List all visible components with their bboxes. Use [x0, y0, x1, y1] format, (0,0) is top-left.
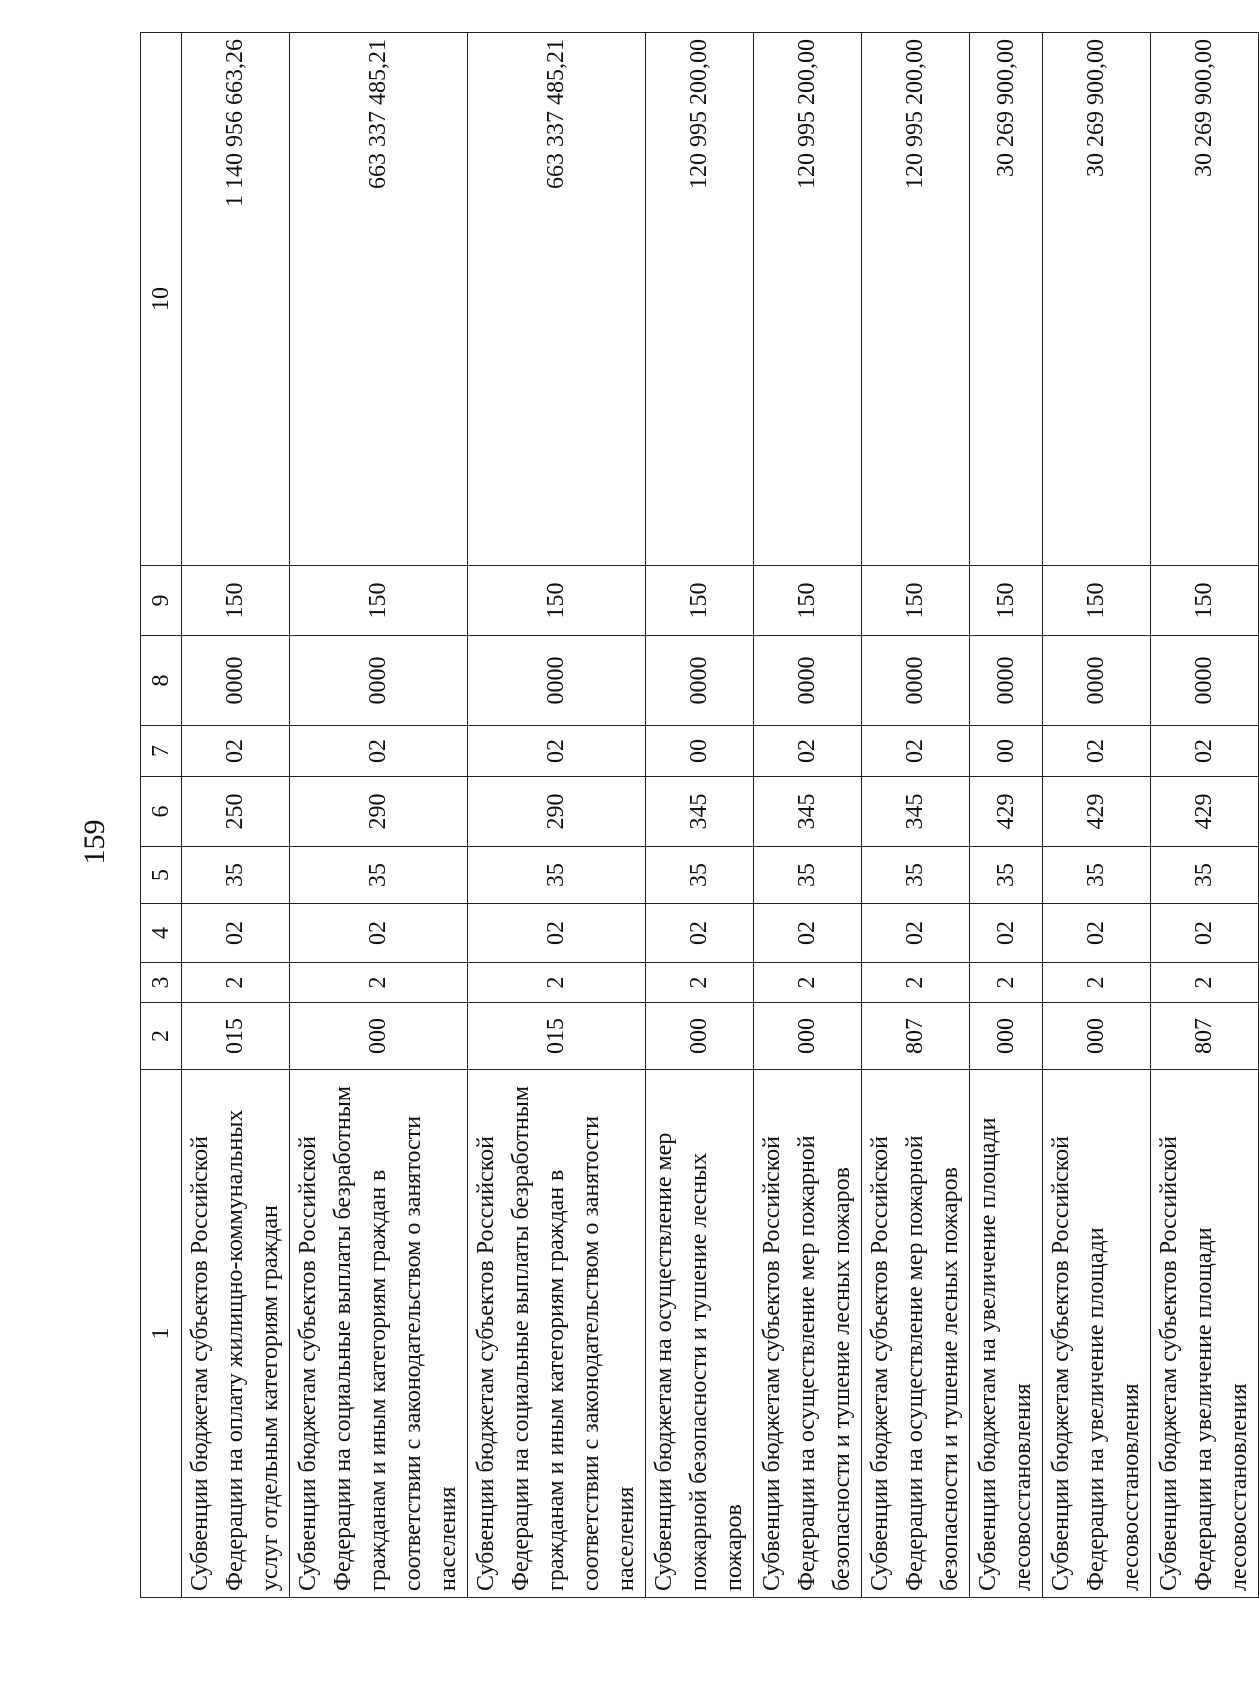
- column-header: 7: [141, 726, 182, 777]
- table-row: [754, 33, 862, 1598]
- code-cell: 02: [754, 726, 862, 777]
- amount-cell: 30 269 900,00: [970, 33, 1043, 566]
- column-header: 6: [141, 777, 182, 847]
- code-cell: 02: [468, 904, 646, 963]
- code-cell: 000: [646, 1003, 754, 1070]
- code-cell: 250: [182, 777, 290, 847]
- code-cell: 150: [468, 566, 646, 636]
- code-cell: 02: [754, 904, 862, 963]
- row-description: Субвенции бюджетам субъектов Российской Федерации на социальные выплаты безработным гражданам и иным категориям граждан в соответствии с законодательством о занятости населения: [468, 1070, 646, 1598]
- code-cell: 0000: [646, 636, 754, 726]
- code-cell: 02: [1043, 904, 1151, 963]
- code-cell: 35: [862, 847, 970, 904]
- code-cell: 150: [1043, 566, 1151, 636]
- table-header-row: [141, 33, 182, 1598]
- code-cell: 150: [182, 566, 290, 636]
- code-cell: 02: [182, 904, 290, 963]
- amount-cell: 1 140 956 663,26: [182, 33, 290, 566]
- code-cell: 345: [862, 777, 970, 847]
- table-row: [646, 33, 754, 1598]
- code-cell: 000: [970, 1003, 1043, 1070]
- code-cell: 345: [646, 777, 754, 847]
- table-row: [1043, 33, 1151, 1598]
- code-cell: 000: [290, 1003, 468, 1070]
- budget-table: [140, 32, 1259, 1598]
- table-row: [468, 33, 646, 1598]
- code-cell: 35: [1151, 847, 1259, 904]
- code-cell: 02: [1151, 726, 1259, 777]
- column-header: 8: [141, 636, 182, 726]
- amount-cell: 120 995 200,00: [754, 33, 862, 566]
- code-cell: 35: [1043, 847, 1151, 904]
- column-header: 3: [141, 963, 182, 1003]
- amount-cell: 120 995 200,00: [646, 33, 754, 566]
- code-cell: 2: [754, 963, 862, 1003]
- code-cell: 2: [182, 963, 290, 1003]
- row-description: Субвенции бюджетам на увеличение площади лесовосстановления: [970, 1070, 1043, 1598]
- code-cell: 807: [862, 1003, 970, 1070]
- code-cell: 02: [1043, 726, 1151, 777]
- code-cell: 02: [290, 726, 468, 777]
- code-cell: 429: [970, 777, 1043, 847]
- table-row: [970, 33, 1043, 1598]
- column-header: 9: [141, 566, 182, 636]
- row-description: Субвенции бюджетам субъектов Российской Федерации на увеличение площади лесовосстановления: [1043, 1070, 1151, 1598]
- amount-cell: 663 337 485,21: [290, 33, 468, 566]
- code-cell: 35: [970, 847, 1043, 904]
- code-cell: 0000: [1043, 636, 1151, 726]
- code-cell: 02: [862, 726, 970, 777]
- code-cell: 000: [1043, 1003, 1151, 1070]
- row-description: Субвенции бюджетам на осуществление мер пожарной безопасности и тушение лесных пожаров: [646, 1070, 754, 1598]
- code-cell: 02: [646, 904, 754, 963]
- code-cell: 290: [468, 777, 646, 847]
- code-cell: 0000: [754, 636, 862, 726]
- code-cell: 35: [182, 847, 290, 904]
- code-cell: 00: [970, 726, 1043, 777]
- code-cell: 150: [754, 566, 862, 636]
- column-header: 1: [141, 1070, 182, 1598]
- row-description: Субвенции бюджетам субъектов Российской Федерации на социальные выплаты безработным гражданам и иным категориям граждан в соответствии с законодательством о занятости населения: [290, 1070, 468, 1598]
- code-cell: 2: [1043, 963, 1151, 1003]
- code-cell: 429: [1043, 777, 1151, 847]
- code-cell: 015: [182, 1003, 290, 1070]
- amount-cell: 30 269 900,00: [1151, 33, 1259, 566]
- row-description: Субвенции бюджетам субъектов Российской Федерации на увеличение площади лесовосстановления: [1151, 1070, 1259, 1598]
- code-cell: 0000: [1151, 636, 1259, 726]
- code-cell: 000: [754, 1003, 862, 1070]
- code-cell: 02: [468, 726, 646, 777]
- code-cell: 2: [1151, 963, 1259, 1003]
- code-cell: 02: [970, 904, 1043, 963]
- code-cell: 2: [646, 963, 754, 1003]
- amount-cell: 120 995 200,00: [862, 33, 970, 566]
- code-cell: 0000: [862, 636, 970, 726]
- amount-cell: 663 337 485,21: [468, 33, 646, 566]
- table-row: [862, 33, 970, 1598]
- code-cell: 02: [290, 904, 468, 963]
- code-cell: 150: [290, 566, 468, 636]
- code-cell: 2: [468, 963, 646, 1003]
- code-cell: 150: [646, 566, 754, 636]
- code-cell: 2: [290, 963, 468, 1003]
- page-number: 159: [78, 819, 111, 865]
- code-cell: 02: [1151, 904, 1259, 963]
- code-cell: 2: [970, 963, 1043, 1003]
- table-row: [1151, 33, 1259, 1598]
- row-description: Субвенции бюджетам субъектов Российской Федерации на оплату жилищно-коммунальных услуг отдельным категориям граждан: [182, 1070, 290, 1598]
- table-row: [290, 33, 468, 1598]
- row-description: Субвенции бюджетам субъектов Российской Федерации на осуществление мер пожарной безопасности и тушение лесных пожаров: [754, 1070, 862, 1598]
- code-cell: 02: [862, 904, 970, 963]
- code-cell: 015: [468, 1003, 646, 1070]
- code-cell: 0000: [290, 636, 468, 726]
- column-header: 4: [141, 904, 182, 963]
- column-header: 2: [141, 1003, 182, 1070]
- code-cell: 150: [862, 566, 970, 636]
- code-cell: 0000: [468, 636, 646, 726]
- column-header: 10: [141, 33, 182, 566]
- code-cell: 35: [646, 847, 754, 904]
- code-cell: 0000: [182, 636, 290, 726]
- code-cell: 290: [290, 777, 468, 847]
- code-cell: 807: [1151, 1003, 1259, 1070]
- code-cell: 35: [754, 847, 862, 904]
- code-cell: 150: [1151, 566, 1259, 636]
- code-cell: 02: [182, 726, 290, 777]
- code-cell: 150: [970, 566, 1043, 636]
- column-header: 5: [141, 847, 182, 904]
- code-cell: 35: [468, 847, 646, 904]
- code-cell: 35: [290, 847, 468, 904]
- code-cell: 00: [646, 726, 754, 777]
- code-cell: 2: [862, 963, 970, 1003]
- amount-cell: 30 269 900,00: [1043, 33, 1151, 566]
- table-row: [182, 33, 290, 1598]
- row-description: Субвенции бюджетам субъектов Российской Федерации на осуществление мер пожарной безопасности и тушение лесных пожаров: [862, 1070, 970, 1598]
- code-cell: 345: [754, 777, 862, 847]
- code-cell: 429: [1151, 777, 1259, 847]
- code-cell: 0000: [970, 636, 1043, 726]
